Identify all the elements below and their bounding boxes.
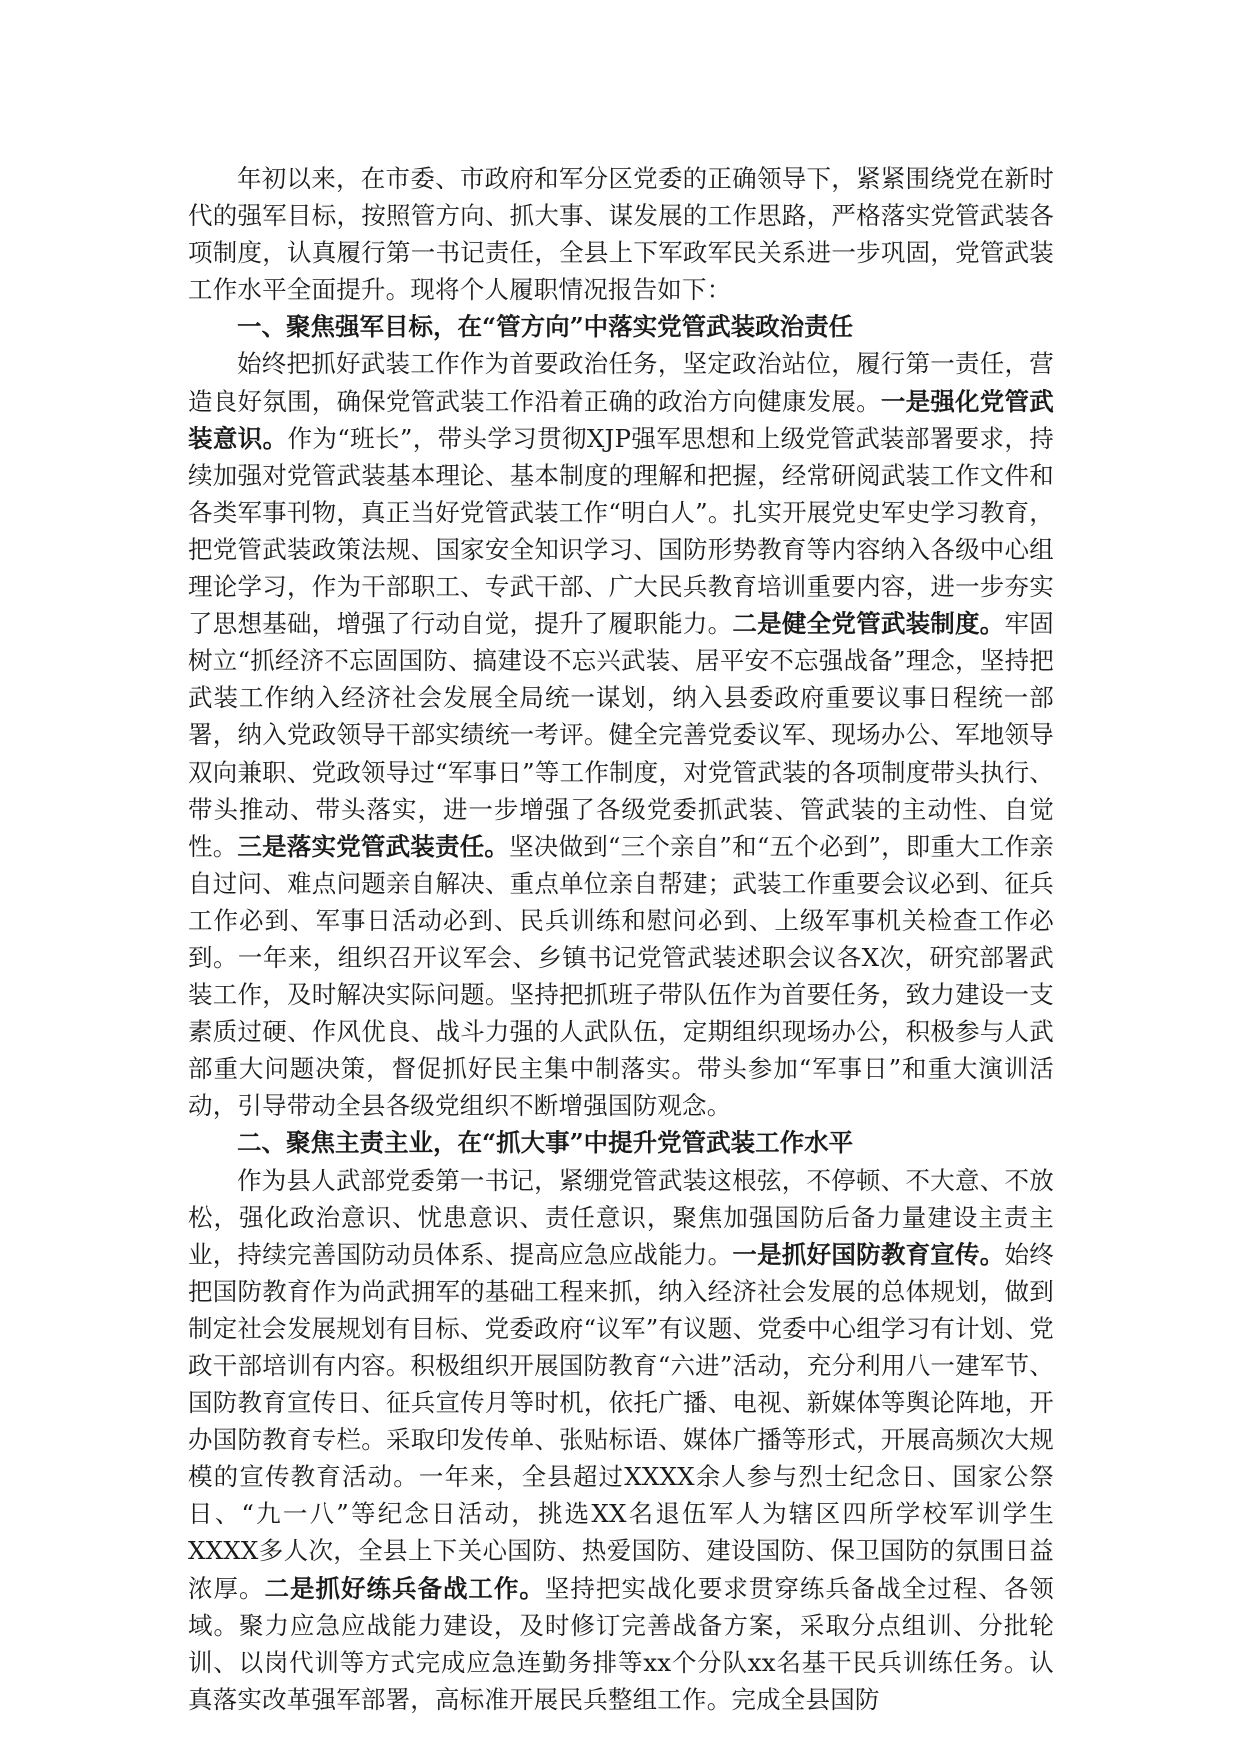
section-1-heading: 一、聚焦强军目标，在“管方向”中落实党管武装政治责任 [237,312,854,342]
section-1-text-1: 作为“班长”，带头学习贯彻XJP强军思想和上级党管武装部署要求，持续加强对党管武装基本理论、基本制度的理解和把握，经常研阅武装工作文件和各类军事刊物，真正当好党管武装工作“明白人”。扎实开展党史军史学习教育，把党管武装政策法规、国家安全知识学习、国防形势教育等内容纳入各级中心组理论学习，作为干部职工、专武干部、广大民兵教育培训重要内容，进一步夯实了思想基础，增强了行动自觉，提升了履职能力。 [188,423,1054,639]
section-2-heading: 二、聚焦主责主业，在“抓大事”中提升党管武装工作水平 [237,1128,854,1158]
intro-paragraph: 年初以来，在市委、市政府和军分区党委的正确领导下，紧紧围绕党在新时代的强军目标，按照管方向、抓大事、谋发展的工作思路，严格落实党管武装各项制度，认真履行第一书记责任，全县上下军政军民关系进一步巩固，党管武装工作水平全面提升。现将个人履职情况报告如下： [188,164,1054,305]
section-1-lead-3: 三是落实党管武装责任。 [237,831,510,861]
section-1-text-2: 牢固树立“抓经济不忘固国防、搞建设不忘兴武装、居平安不忘强战备”理念，坚持把武装工作纳入经济社会发展全局统一谋划，纳入县委政府重要议事日程统一部署，纳入党政领导干部实绩统一考评。健全完善党委议军、现场办公、军地领导双向兼职、党政领导过“军事日”等工作制度，对党管武装的各项制度带头执行、带头推动、带头落实，进一步增强了各级党委抓武装、管武装的主动性、自觉性。 [188,609,1054,861]
section-1-lead-2: 二是健全党管武装制度。 [732,609,1005,639]
section-1-intro-text: 始终把抓好武装工作作为首要政治任务，坚定政治站位，履行第一责任，营造良好氛围，确保党管武装工作沿着正确的政治方向健康发展。 [188,349,1054,416]
section-2-text-1: 始终把国防教育作为尚武拥军的基础工程来抓，纳入经济社会发展的总体规划，做到制定社会发展规划有目标、党委政府“议军”有议题、党委中心组学习有计划、党政干部培训有内容。积极组织开展国防教育“六进”活动，充分利用八一建军节、国防教育宣传日、征兵宣传月等时机，依托广播、电视、新媒体等舆论阵地，开办国防教育专栏。采取印发传单、张贴标语、媒体广播等形式，开展高频次大规模的宣传教育活动。一年来，全县超过XXXX余人参与烈士纪念日、国家公祭日、“九一八”等纪念日活动，挑选XX名退伍军人为辖区四所学校军训学生XXXX多人次，全县上下关心国防、热爱国防、建设国防、保卫国防的氛围日益浓厚。 [188,1239,1054,1603]
section-1-text-3: 坚决做到“三个亲自”和“五个必到”，即重大工作亲自过问、难点问题亲自解决、重点单位亲自帮建；武装工作重要会议必到、征兵工作必到、军事日活动必到、民兵训练和慰问必到、上级军事机关检查工作必到。一年来，组织召开议军会、乡镇书记党管武装述职会议各X次，研究部署武装工作，及时解决实际问题。坚持把抓班子带队伍作为首要任务，致力建设一支素质过硬、作风优良、战斗力强的人武队伍，定期组织现场办公，积极参与人武部重大问题决策，督促抓好民主集中制落实。带头参加“军事日”和重大演训活动，引导带动全县各级党组织不断增强国防观念。 [188,831,1055,1121]
section-2-lead-2: 二是抓好练兵备战工作。 [264,1573,545,1603]
section-2-text-2: 坚持把实战化要求贯穿练兵备战全过程、各领域。聚力应急应战能力建设，及时修订完善战备方案，采取分点组训、分批轮训、以岗代训等方式完成应急连勤务排等xx个分队xx名基干民兵训练任务。认真落实改革强军部署，高标准开展民兵整组工作。完成全县国防 [188,1573,1054,1714]
section-2-intro-text: 作为县人武部党委第一书记，紧绷党管武装这根弦，不停顿、不大意、不放松，强化政治意识、忧患意识、责任意识，聚焦加强国防后备力量建设主责主业，持续完善国防动员体系、提高应急应战能力。 [188,1165,1054,1269]
section-1-lead-1: 一是强化党管武装意识。 [188,386,1054,453]
section-1-paragraph [188,345,1054,1124]
section-2-lead-1: 一是抓好国防教育宣传。 [732,1239,1005,1269]
section-2-paragraph [188,1162,1054,1718]
